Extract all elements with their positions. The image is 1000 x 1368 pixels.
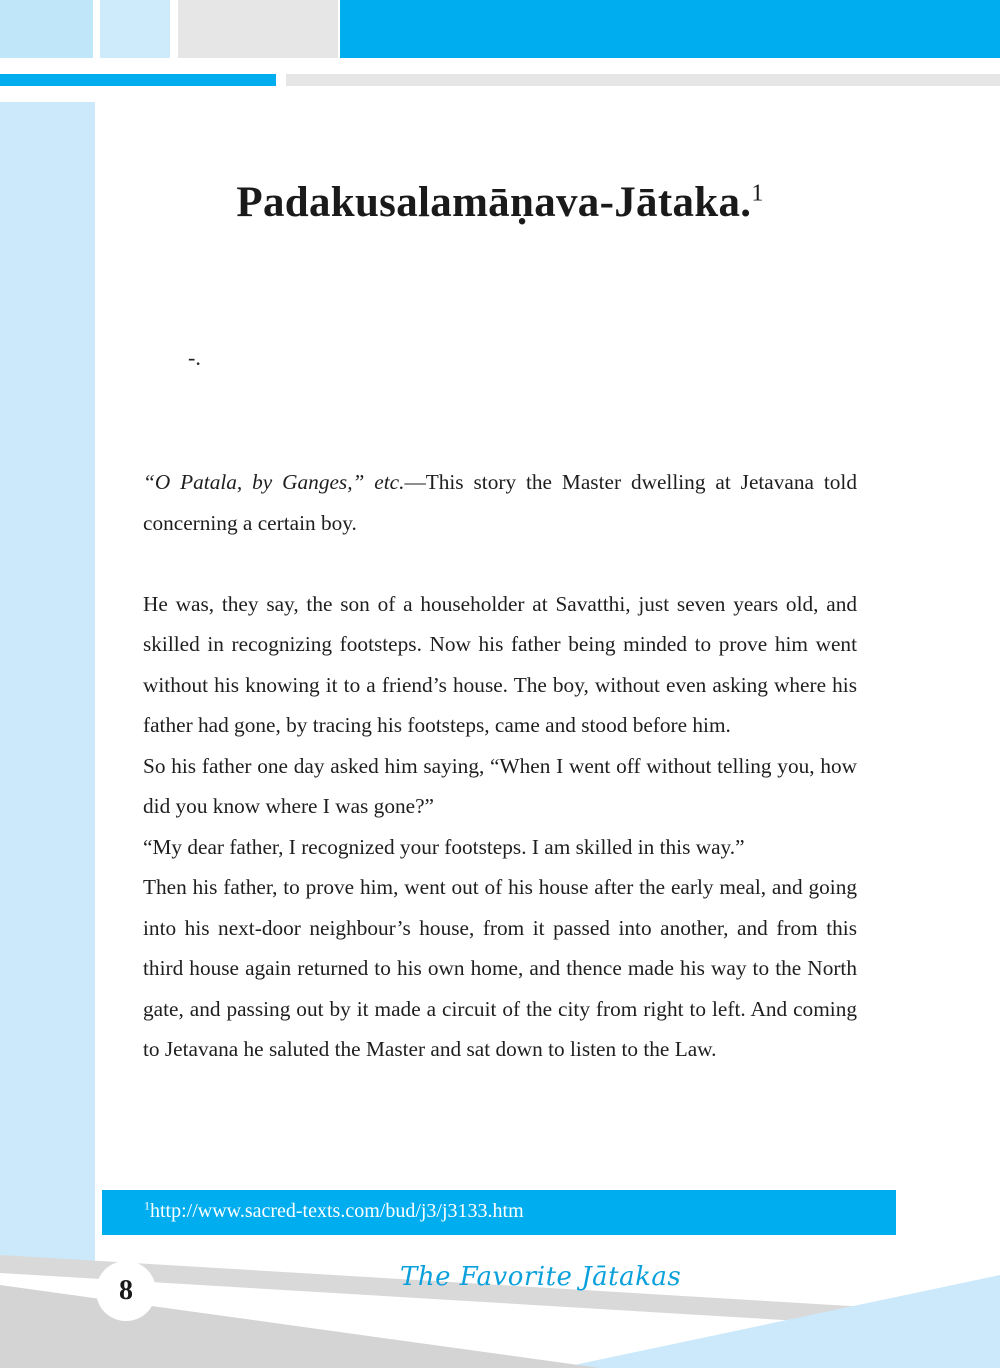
page-number-badge (96, 1261, 156, 1321)
header-rule-grey (286, 74, 1000, 86)
stray-mark: -. (188, 345, 201, 370)
page-title-text: Padakusalamāṇava-Jātaka. (236, 179, 752, 226)
header-rule-blue (0, 74, 276, 86)
header-band-blue (340, 0, 1000, 58)
page-number: 8 (119, 1275, 133, 1306)
paragraph-3: So his father one day asked him saying, “When I went off without telling you, how did you know where I was gone?” (143, 753, 857, 818)
footnote-bar (102, 1190, 896, 1235)
footnote-number: 1 (144, 1198, 150, 1213)
header-band-grey (178, 0, 338, 58)
body-text (143, 462, 857, 1070)
page-title (0, 178, 1000, 227)
paragraph-4: “My dear father, I recognized your footsteps. I am skilled in this way.” (143, 834, 745, 859)
running-title: The Favorite Jātakas (400, 1262, 682, 1292)
paragraph-intro-text: —This story the Master dwelling at Jetavana told concerning a certain boy. (143, 470, 857, 535)
footnote (144, 1200, 524, 1223)
paragraph-gap (143, 543, 857, 584)
paragraph-5: Then his father, to prove him, went out of his house after the early meal, and going into his next-door neighbour’s house, from it passed into another, and from this third house again returned to his own home, and thence made his way to the North gate, and passing out by it made a circuit of the city from right to left. And coming to Jetavana he saluted the Master and sat down to listen to the Law. (143, 875, 857, 1061)
left-side-panel (0, 102, 95, 1368)
header-band-light-1 (0, 0, 93, 58)
title-footnote-ref: 1 (751, 180, 764, 207)
paragraph-intro-quote: “O Patala, by Ganges,” etc. (143, 470, 405, 494)
paragraph-intro (143, 462, 857, 543)
paragraph-2: He was, they say, the son of a householder at Savatthi, just seven years old, and skilled in recognizing footsteps. Now his father being minded to prove him went without his knowing it to a friend’s house. The boy, without even asking where his father had gone, by tracing his footsteps, came and stood before him. (143, 591, 857, 737)
footnote-link[interactable]: http://www.sacred-texts.com/bud/j3/j3133.htm (150, 1200, 524, 1222)
header-band-light-2 (100, 0, 170, 58)
